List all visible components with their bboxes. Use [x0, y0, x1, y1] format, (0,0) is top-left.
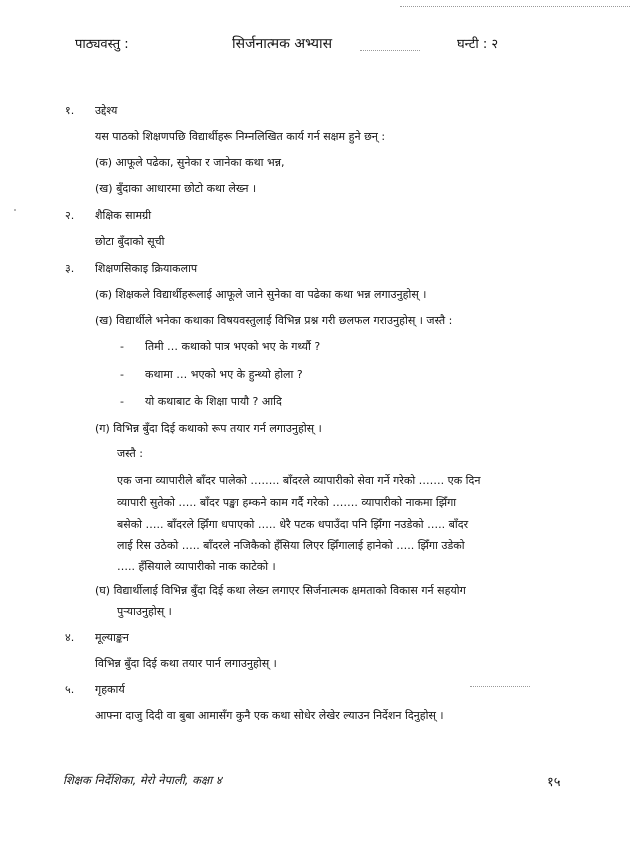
- section-1-item-ka: (क) आफूले पढेका, सुनेका र जानेका कथा भन्न,: [95, 156, 285, 169]
- section-1-intro: यस पाठको शिक्षणपछि विद्यार्थीहरू निम्नलिखित कार्य गर्न सक्षम हुने छन् :: [95, 130, 386, 143]
- scan-noise-header: [360, 50, 420, 51]
- example-label: जस्तै :: [117, 447, 143, 460]
- section-4-heading: मूल्याङ्कन: [95, 631, 129, 644]
- section-3-item-ga: (ग) विभिन्न बुँदा दिई कथाको रूप तयार गर्न लगाउनुहोस् ।: [95, 422, 322, 435]
- section-3-number: ३.: [65, 262, 75, 275]
- header-subject: पाठ्यवस्तु :: [75, 37, 129, 52]
- section-3-item-ka: (क) शिक्षकले विद्यार्थीहरूलाई आफूले जाने सुनेका वा पढेका कथा भन्न लगाउनुहोस् ।: [95, 288, 427, 301]
- section-4-text: विभिन्न बुँदा दिई कथा तयार पार्न लगाउनुहोस् ।: [95, 657, 277, 670]
- section-4-number: ४.: [65, 631, 75, 644]
- scan-speck: [14, 209, 16, 211]
- story-line: बसेको ….. बाँदरले झिँगा धपाएको ….. धेरै पटक धपाउँदा पनि झिँगा नउडेको ….. बाँदर: [117, 518, 469, 531]
- scan-noise-top: [400, 6, 630, 7]
- question-dash: -: [120, 368, 124, 381]
- footer-book-title: शिक्षक निर्देशिका, मेरो नेपाली, कक्षा ४: [63, 773, 222, 787]
- question-text: कथामा … भएको भए के हुन्थ्यो होला ?: [145, 368, 303, 381]
- section-5-text: आफ्ना दाजु दिदी वा बुबा आमासँग कुनै एक कथा सोधेर लेखेर ल्याउन निर्देशन दिनुहोस् ।: [95, 709, 444, 722]
- section-3-item-kha: (ख) विद्यार्थीले भनेका कथाका विषयवस्तुलाई विभिन्न प्रश्न गरी छलफल गराउनुहोस् । जस्तै :: [95, 314, 453, 327]
- section-2-heading: शैक्षिक सामग्री: [95, 209, 152, 222]
- question-text: तिमी … कथाको पात्र भएको भए के गर्थ्यौ ?: [145, 340, 321, 353]
- section-3-item-gha: (घ) विद्यार्थीलाई विभिन्न बुँदा दिई कथा लेख्न लगाएर सिर्जनात्मक क्षमताको विकास गर्न सहयोग: [95, 584, 466, 597]
- section-1-heading: उद्देश्य: [95, 104, 118, 117]
- section-3-item-gha-cont: पुऱ्याउनुहोस् ।: [117, 605, 172, 618]
- scan-noise-right: [470, 686, 530, 687]
- section-2-number: २.: [65, 209, 75, 222]
- question-text: यो कथाबाट के शिक्षा पायौ ? आदि: [145, 395, 282, 408]
- section-5-number: ५.: [65, 683, 75, 696]
- section-5-heading: गृहकार्य: [95, 683, 125, 696]
- section-1-item-kha: (ख) बुँदाका आधारमा छोटो कथा लेख्न ।: [95, 182, 257, 195]
- section-3-heading: शिक्षणसिकाइ क्रियाकलाप: [95, 262, 198, 275]
- section-1-number: १.: [65, 104, 75, 117]
- header-title: सिर्जनात्मक अभ्यास: [232, 36, 333, 52]
- question-dash: -: [120, 395, 124, 408]
- header-period: घन्टी : २: [457, 37, 499, 52]
- story-line: ….. हँसियाले व्यापारीको नाक काटेको ।: [117, 560, 276, 573]
- page-number: १५: [547, 775, 561, 790]
- story-line: व्यापारी सुतेको ….. बाँदर पङ्खा हम्कने काम गर्दै गरेको ……. व्यापारीको नाकमा झिँगा: [117, 496, 457, 509]
- section-2-text: छोटा बुँदाको सूची: [95, 235, 165, 248]
- story-line: एक जना व्यापारीले बाँदर पालेको …….. बाँदरले व्यापारीको सेवा गर्ने गरेको ……. एक दिन: [117, 474, 481, 487]
- question-dash: -: [120, 340, 124, 353]
- story-line: लाई रिस उठेको ….. बाँदरले नजिकैको हँसिया लिएर झिँगालाई हानेको ….. झिँगा उडेको: [117, 539, 465, 552]
